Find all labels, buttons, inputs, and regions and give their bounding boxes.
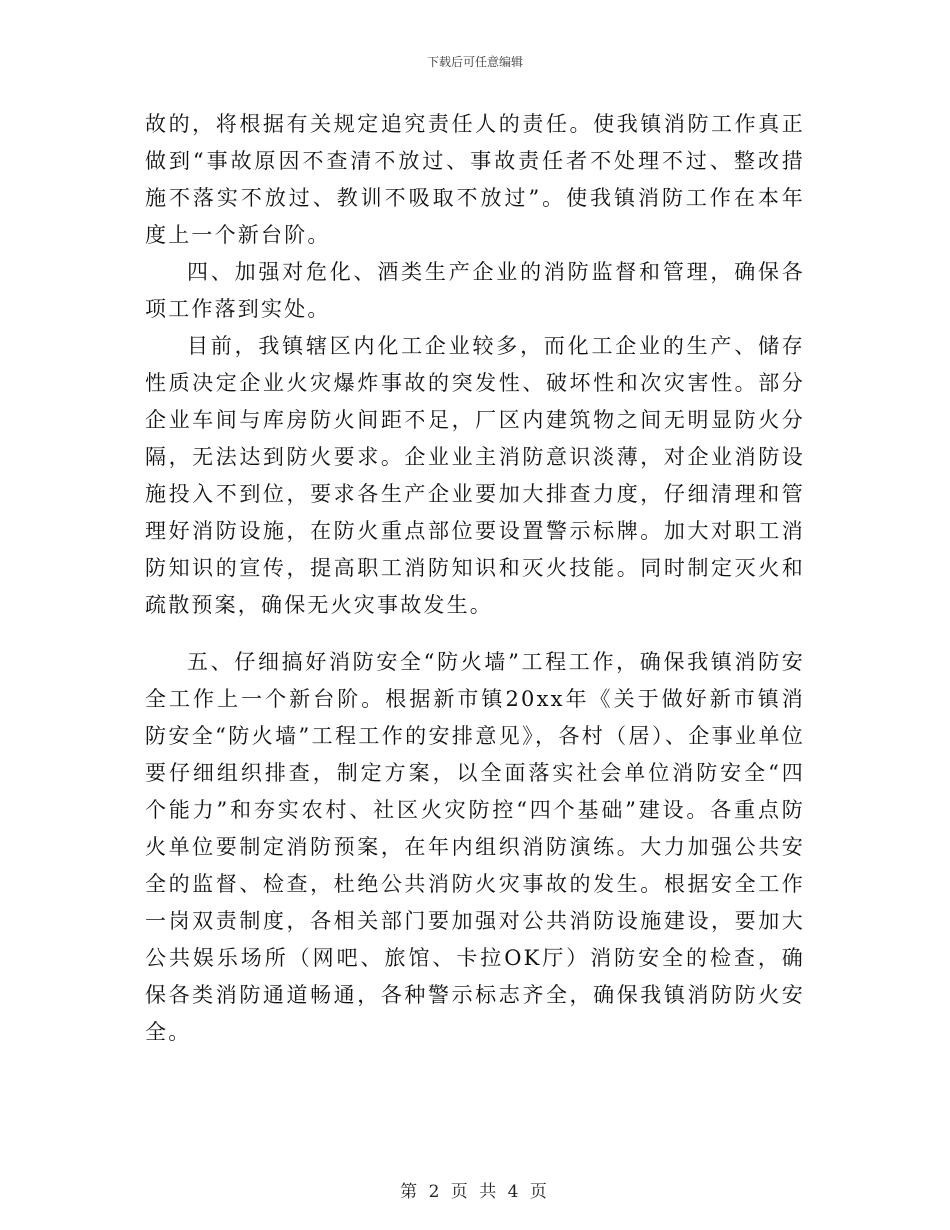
document-body: [145, 106, 805, 1051]
paragraph-continuation: 故的，将根据有关规定追究责任人的责任。使我镇消防工作真正做到“事故原因不查清不放过、事故责任者不处理不过、整改措施不落实不放过、教训不吸取不放过”。使我镇消防工作在本年度上一个新台阶。: [145, 112, 805, 247]
section-heading-five: 五、仔细搞好消防安全“防火墙”工程工作，确保我镇消防安全工作上一个新台阶。根据新市镇20xx年《关于做好新市镇消防安全“防火墙”工程工作的安排意见》，各村（居）、企事业单位要仔细组织排查，制定方案，以全面落实社会单位消防安全“四个能力”和夯实农村、社区火灾防控“四个基础”建设。各重点防火单位要制定消防预案，在年内组织消防演练。大力加强公共安全的监督、检查，杜绝公共消防火灾事故的发生。根据安全工作一岗双责制度，各相关部门要加强对公共消防设施建设，要加大公共娱乐场所（网吧、旅馆、卡拉OK厅）消防安全的检查，确保各类消防通道畅通，各种警示标志齐全，确保我镇消防防火安全。: [145, 650, 805, 1044]
page-number-footer: 第 2 页 共 4 页: [400, 1182, 550, 1202]
page-header: 下载后可任意编辑: [426, 55, 523, 69]
section-heading-four: 四、加强对危化、酒类生产企业的消防监督和管理，确保各项工作落到实处。: [145, 260, 805, 321]
paragraph-chemical-enterprises: 目前，我镇辖区内化工企业较多，而化工企业的生产、储存性质决定企业火灾爆炸事故的突发性、破坏性和次灾害性。部分企业车间与库房防火间距不足，厂区内建筑物之间无明显防火分隔，无法达到防火要求。企业业主消防意识淡薄，对企业消防设施投入不到位，要求各生产企业要加大排查力度，仔细清理和管理好消防设施，在防火重点部位要设置警示标牌。加大对职工消防知识的宣传，提高职工消防知识和灭火技能。同时制定灭火和疏散预案，确保无火灾事故发生。: [145, 334, 805, 617]
